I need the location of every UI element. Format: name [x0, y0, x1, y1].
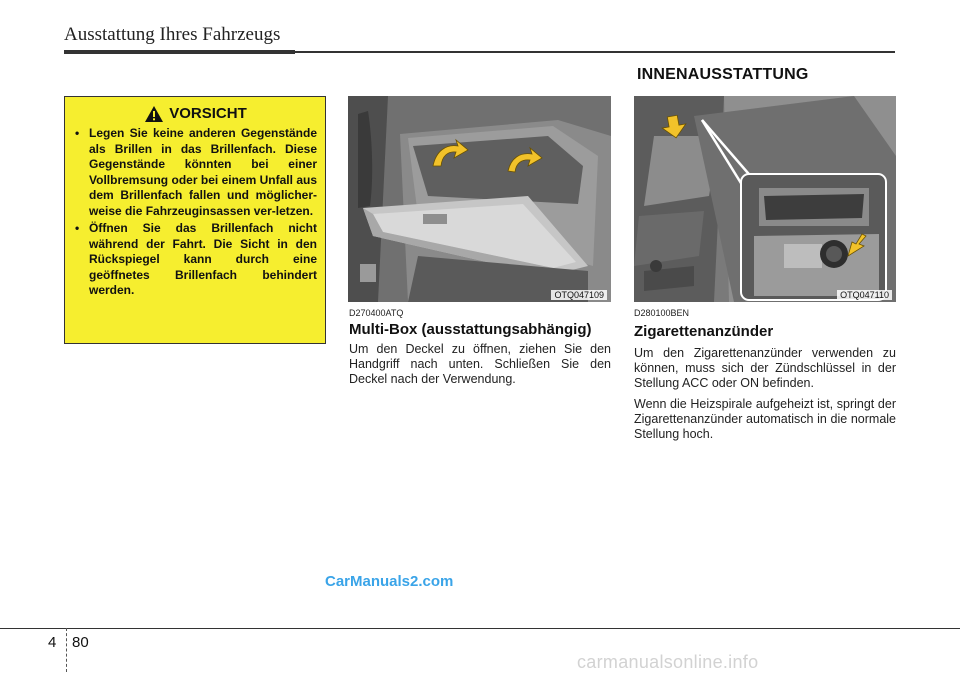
warning-header: [75, 105, 317, 122]
section-body: [349, 342, 611, 393]
paragraph: Um den Deckel zu öffnen, ziehen Sie den Handgriff nach unten. Schließen Sie den Deckel nach der Verwendung.: [349, 342, 611, 386]
page-number: 80: [72, 634, 89, 651]
section-code: D280100BEN: [634, 308, 690, 318]
photo-label: OTQ047110: [837, 290, 892, 300]
paragraph: Wenn die Heizspirale aufgeheizt ist, springt der Zigarettenanzünder automatisch in die normale Stellung hoch.: [634, 397, 896, 441]
warning-item: [75, 126, 317, 219]
paragraph: Um den Zigarettenanzünder verwenden zu können, muss sich der Zündschlüssel in der Stellung ACC oder ON befinden.: [634, 346, 896, 390]
header-rule: [64, 50, 295, 54]
section-body: [634, 346, 896, 448]
cigarette-lighter-illustration: [634, 96, 896, 302]
watermark-online: carmanualsonline.info: [577, 652, 759, 672]
section-code: D270400ATQ: [349, 308, 404, 318]
warning-item-text: Legen Sie keine anderen Gegenstände als Brillen in das Brillenfach. Diese Gegenstände könnten bei einer Vollbremsung oder bei einem Unfall aus dem Brillenfach fallen und möglicher-weise die Fahrzeuginsassen ver-letzen.: [89, 126, 317, 218]
header-rule-thin: [295, 51, 895, 53]
watermark-carmanuals: CarManuals2.com: [325, 573, 454, 590]
page-header-title: Ausstattung Ihres Fahrzeugs: [64, 24, 281, 45]
warning-triangle-icon: [145, 106, 163, 122]
warning-box: [64, 96, 326, 344]
section-title: INNENAUSSTATTUNG: [637, 66, 809, 83]
chapter-number: 4: [48, 634, 57, 651]
warning-title: VORSICHT: [169, 105, 247, 122]
bullet-icon: •: [75, 221, 80, 235]
footer-divider: [66, 628, 67, 672]
cigarette-lighter-photo: [634, 96, 896, 302]
multi-box-illustration: [348, 96, 611, 302]
section-heading: Zigarettenanzünder: [634, 323, 774, 340]
multi-box-photo: [348, 96, 611, 302]
warning-item: [75, 221, 317, 299]
photo-label: OTQ047109: [551, 290, 607, 300]
section-heading: Multi-Box (ausstattungsabhängig): [349, 321, 592, 338]
footer-rule: [0, 628, 960, 629]
warning-list: [75, 126, 317, 299]
warning-item-text: Öffnen Sie das Brillenfach nicht während der Fahrt. Die Sicht in den Rückspiegel kann durch eine geöffnetes Brillenfach behindert werden.: [89, 221, 317, 297]
bullet-icon: •: [75, 126, 80, 140]
